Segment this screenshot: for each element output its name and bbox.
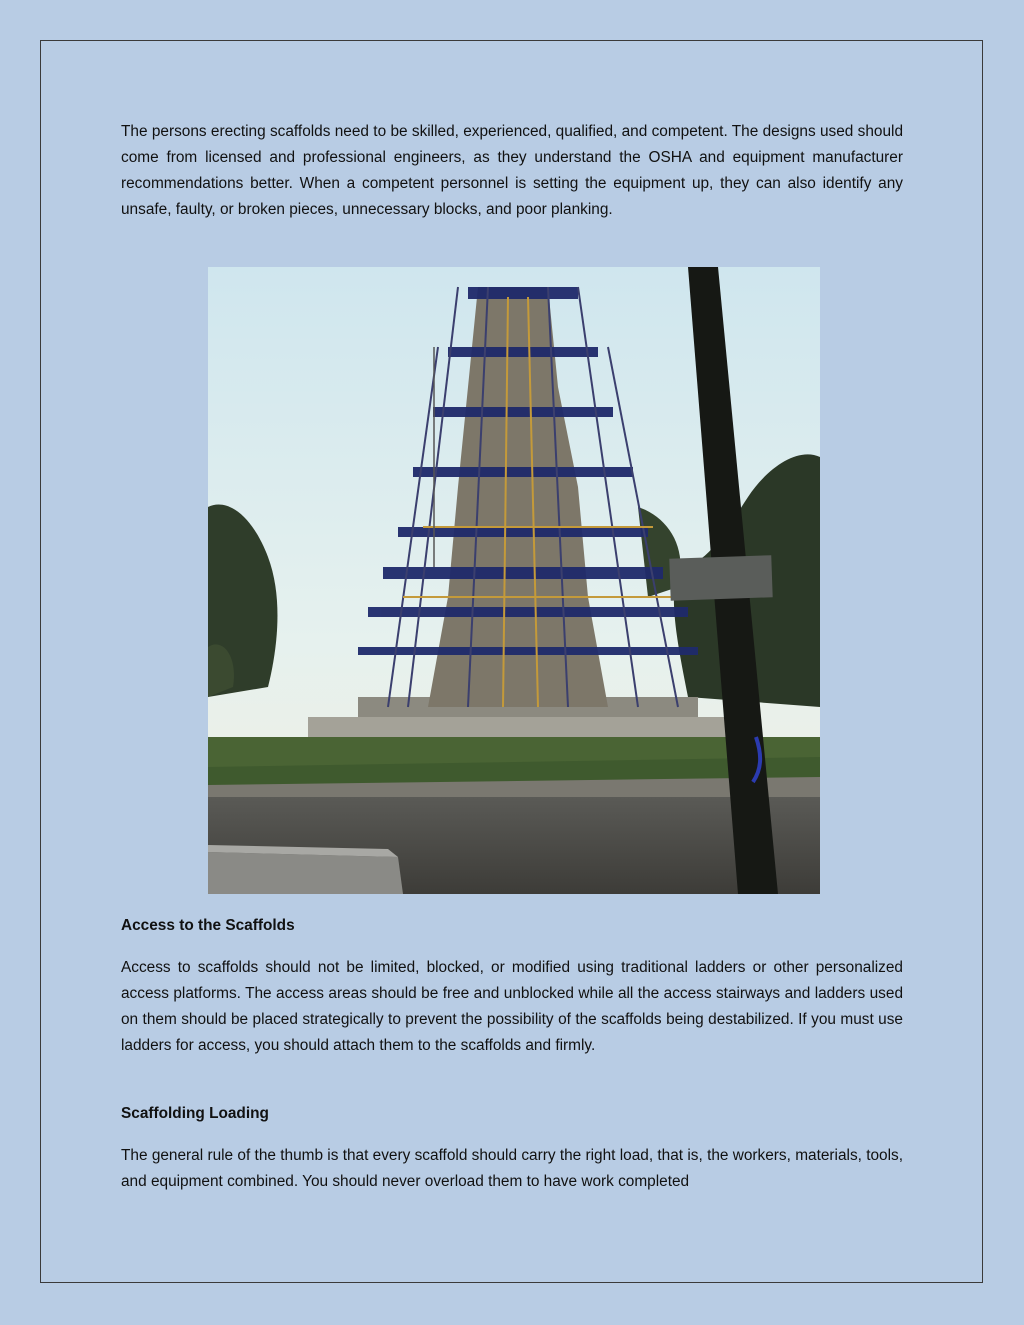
intro-paragraph: The persons erecting scaffolds need to be skilled, experienced, qualified, and competent. The designs used should come from licensed and professional engineers, as they understand the OSHA and equipment manufacturer recommendations better. When a competent personnel is setting the equipment up, they can also identify any unsafe, faulty, or broken pieces, unnecessary blocks, and poor planking. <box>121 123 903 218</box>
section-heading-access: Access to the Scaffolds <box>121 917 295 934</box>
section-heading-loading: Scaffolding Loading <box>121 1105 269 1122</box>
access-paragraph: Access to scaffolds should not be limited, blocked, or modified using traditional ladders or other personalized access platforms. The access areas should be free and unblocked while all the access stairways and ladders used on them should be placed strategically to prevent the possibility of the scaffolds being destabilized. If you must use ladders for access, you should attach them to the scaffolds and firmly. <box>121 959 903 1054</box>
scaffold-tower-photo <box>208 267 820 894</box>
loading-paragraph: The general rule of the thumb is that every scaffold should carry the right load, that is, the workers, materials, tools, and equipment combined. You should never overload them to have work completed <box>121 1147 903 1190</box>
